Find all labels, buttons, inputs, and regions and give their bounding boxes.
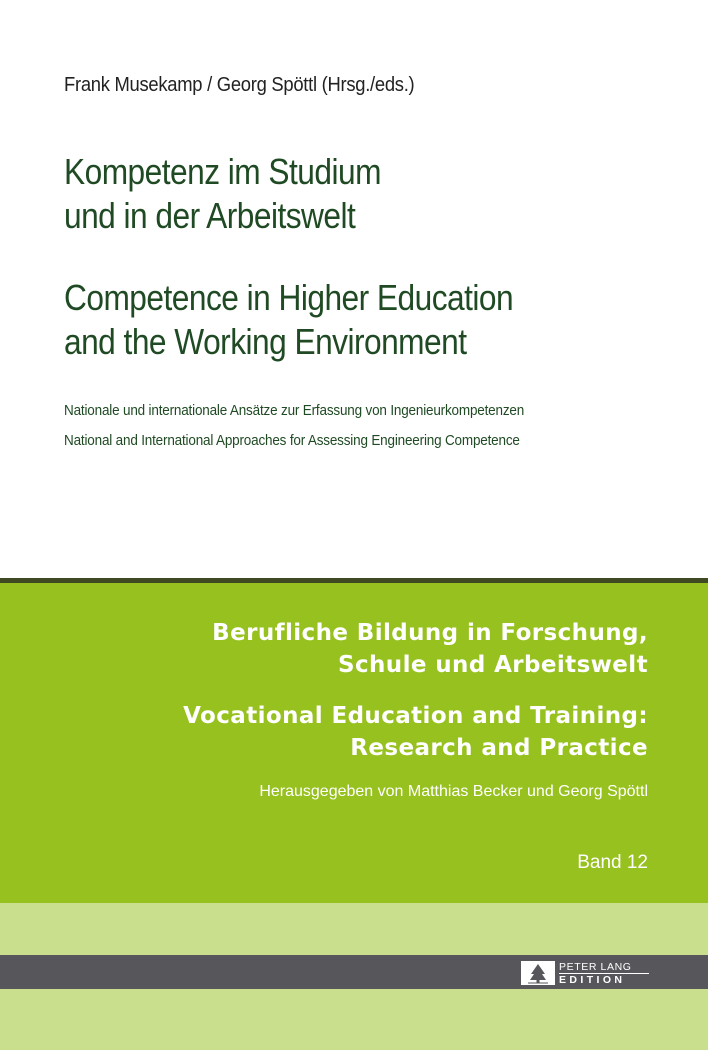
publisher-name: PETER LANG [559,961,632,973]
publisher-imprint: EDITION [559,974,626,986]
title-en-line-1: Competence in Higher Education [64,277,514,318]
light-green-band [0,903,708,955]
title-de-line-2: und in der Arbeitswelt [64,195,356,236]
series-en-line-2: Research and Practice [350,735,648,761]
title-de-line-1: Kompetenz im Studium [64,151,381,192]
series-en-line-1: Vocational Education and Training: [183,703,648,729]
series-title-german [212,617,648,681]
series-editors: Herausgegeben von Matthias Becker und Georg Spöttl [259,783,648,800]
title-en-line-2: and the Working Environment [64,321,467,362]
subtitle-german: Nationale und internationale Ansätze zur Erfassung von Ingenieurkompetenzen [64,402,525,419]
series-title-english [183,700,648,764]
series-de-line-2: Schule und Arbeitswelt [338,652,648,678]
series-de-line-1: Berufliche Bildung in Forschung, [212,620,648,646]
subtitle-english: National and International Approaches for Assessing Engineering Competence [64,432,520,449]
publisher-emblem-icon [521,961,555,985]
book-editors: Frank Musekamp / Georg Spöttl (Hrsg./eds.) [64,74,415,96]
book-title-german [64,150,381,238]
publisher-logo [521,961,649,985]
bottom-band [0,989,708,1050]
book-title-english [64,276,513,364]
volume-number: Band 12 [577,852,648,873]
